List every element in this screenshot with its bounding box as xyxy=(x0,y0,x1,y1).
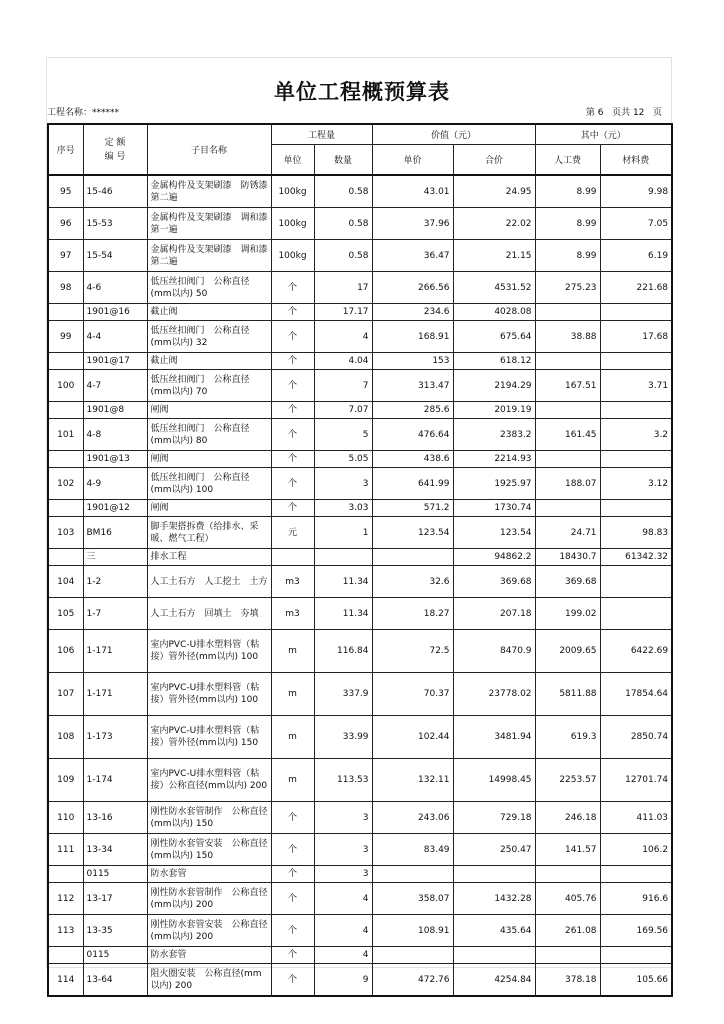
table-row xyxy=(48,759,672,802)
cell-total: 1432.28 xyxy=(453,883,535,915)
cell-qty: 113.53 xyxy=(314,759,372,802)
cell-code: 1-171 xyxy=(83,630,147,673)
cell-unit: 个 xyxy=(271,402,314,419)
cell-qty: 5 xyxy=(314,419,372,451)
cell-material xyxy=(600,500,672,517)
cell-qty: 7.07 xyxy=(314,402,372,419)
header-among-group: 其中（元） xyxy=(535,124,672,145)
cell-material: 17.68 xyxy=(600,321,672,353)
cell-seq xyxy=(48,500,83,517)
cell-unit-price: 153 xyxy=(372,353,453,370)
cell-unit-price: 476.64 xyxy=(372,419,453,451)
cell-seq: 105 xyxy=(48,598,83,630)
cell-item-name: 截止阀 xyxy=(147,353,271,370)
table-row xyxy=(48,549,672,566)
cell-unit-price: 438.6 xyxy=(372,451,453,468)
cell-total: 369.68 xyxy=(453,566,535,598)
cell-labor xyxy=(535,451,600,468)
header-material: 材料费 xyxy=(600,145,672,176)
cell-qty: 0.58 xyxy=(314,175,372,208)
header-seq: 序号 xyxy=(48,124,83,175)
cell-material xyxy=(600,866,672,883)
cell-seq: 99 xyxy=(48,321,83,353)
cell-material xyxy=(600,353,672,370)
cell-item-name: 阻火圈安装 公称直径(mm以内) 200 xyxy=(147,964,271,997)
table-row xyxy=(48,402,672,419)
cell-seq xyxy=(48,947,83,964)
cell-unit-price: 32.6 xyxy=(372,566,453,598)
cell-unit: 个 xyxy=(271,866,314,883)
header-total: 合价 xyxy=(453,145,535,176)
cell-qty: 116.84 xyxy=(314,630,372,673)
table-row xyxy=(48,883,672,915)
cell-total xyxy=(453,866,535,883)
cell-seq: 106 xyxy=(48,630,83,673)
cell-seq: 98 xyxy=(48,272,83,304)
cell-total: 2194.29 xyxy=(453,370,535,402)
table-row xyxy=(48,451,672,468)
table-row xyxy=(48,208,672,240)
cell-code: 0115 xyxy=(83,866,147,883)
cell-seq xyxy=(48,451,83,468)
cell-unit: 个 xyxy=(271,370,314,402)
cell-material: 9.98 xyxy=(600,175,672,208)
cell-qty: 4.04 xyxy=(314,353,372,370)
header-unit: 单位 xyxy=(271,145,314,176)
cell-unit: 个 xyxy=(271,304,314,321)
cell-unit-price: 641.99 xyxy=(372,468,453,500)
cell-code: 1-173 xyxy=(83,716,147,759)
cell-unit: 个 xyxy=(271,915,314,947)
cell-qty: 3 xyxy=(314,866,372,883)
cell-labor: 161.45 xyxy=(535,419,600,451)
cell-item-name: 低压丝扣阀门 公称直径(mm以内) 80 xyxy=(147,419,271,451)
cell-qty: 4 xyxy=(314,883,372,915)
table-row xyxy=(48,566,672,598)
cell-labor: 8.99 xyxy=(535,240,600,272)
cell-material: 61342.32 xyxy=(600,549,672,566)
cell-labor: 188.07 xyxy=(535,468,600,500)
cell-total: 1730.74 xyxy=(453,500,535,517)
cell-labor: 619.3 xyxy=(535,716,600,759)
cell-item-name: 闸阀 xyxy=(147,402,271,419)
cell-unit-price: 285.6 xyxy=(372,402,453,419)
table-row xyxy=(48,866,672,883)
cell-code: 三 xyxy=(83,549,147,566)
cell-total: 207.18 xyxy=(453,598,535,630)
cell-labor: 8.99 xyxy=(535,208,600,240)
cell-total: 23778.02 xyxy=(453,673,535,716)
cell-qty: 4 xyxy=(314,915,372,947)
cell-unit: 个 xyxy=(271,272,314,304)
cell-labor: 38.88 xyxy=(535,321,600,353)
cell-labor: 2253.57 xyxy=(535,759,600,802)
cell-total: 14998.45 xyxy=(453,759,535,802)
table-body xyxy=(48,175,672,996)
cell-qty: 33.99 xyxy=(314,716,372,759)
cell-material: 221.68 xyxy=(600,272,672,304)
cell-code: 13-64 xyxy=(83,964,147,997)
cell-qty xyxy=(314,549,372,566)
cell-labor: 2009.65 xyxy=(535,630,600,673)
cell-seq: 95 xyxy=(48,175,83,208)
cell-material xyxy=(600,566,672,598)
cell-total: 94862.2 xyxy=(453,549,535,566)
cell-material: 6.19 xyxy=(600,240,672,272)
cell-seq: 104 xyxy=(48,566,83,598)
cell-material: 169.56 xyxy=(600,915,672,947)
cell-material: 105.66 xyxy=(600,964,672,997)
cell-total: 2019.19 xyxy=(453,402,535,419)
cell-code: BM16 xyxy=(83,517,147,549)
cell-qty: 4 xyxy=(314,947,372,964)
cell-unit: 个 xyxy=(271,419,314,451)
cell-total: 3481.94 xyxy=(453,716,535,759)
cell-seq: 101 xyxy=(48,419,83,451)
cell-seq: 107 xyxy=(48,673,83,716)
cell-item-name: 截止阀 xyxy=(147,304,271,321)
page-indicator: 第 6 页共 12 页 xyxy=(585,108,662,118)
cell-seq: 112 xyxy=(48,883,83,915)
cell-unit-price xyxy=(372,947,453,964)
cell-labor xyxy=(535,304,600,321)
cell-material xyxy=(600,402,672,419)
cell-code: 1-7 xyxy=(83,598,147,630)
cell-code: 0115 xyxy=(83,947,147,964)
cell-qty: 0.58 xyxy=(314,208,372,240)
cell-seq: 96 xyxy=(48,208,83,240)
cell-unit: 个 xyxy=(271,947,314,964)
cell-material: 3.71 xyxy=(600,370,672,402)
cell-total: 250.47 xyxy=(453,834,535,866)
cell-unit-price: 313.47 xyxy=(372,370,453,402)
cell-unit-price: 18.27 xyxy=(372,598,453,630)
cell-labor xyxy=(535,866,600,883)
cell-material xyxy=(600,598,672,630)
cell-item-name: 防水套管 xyxy=(147,947,271,964)
cell-unit: 100kg xyxy=(271,208,314,240)
cell-qty: 3 xyxy=(314,468,372,500)
cell-material xyxy=(600,304,672,321)
cell-item-name: 脚手架搭拆费（给排水、采暖、燃气工程） xyxy=(147,517,271,549)
cell-total: 4028.08 xyxy=(453,304,535,321)
cell-item-name: 刚性防水套管安装 公称直径(mm以内) 150 xyxy=(147,834,271,866)
table-row xyxy=(48,598,672,630)
cell-unit-price: 266.56 xyxy=(372,272,453,304)
cell-qty: 0.58 xyxy=(314,240,372,272)
cell-qty: 17 xyxy=(314,272,372,304)
cell-material xyxy=(600,947,672,964)
cell-total: 4254.84 xyxy=(453,964,535,997)
cell-seq: 108 xyxy=(48,716,83,759)
cell-labor: 261.08 xyxy=(535,915,600,947)
cell-item-name: 室内PVC-U排水塑料管（粘接）管外径(mm以内) 100 xyxy=(147,630,271,673)
cell-code: 1901@8 xyxy=(83,402,147,419)
cell-labor: 199.02 xyxy=(535,598,600,630)
cell-unit: 个 xyxy=(271,883,314,915)
cell-qty: 1 xyxy=(314,517,372,549)
cell-unit: m xyxy=(271,759,314,802)
cell-item-name: 闸阀 xyxy=(147,500,271,517)
header-code: 定 额 编 号 xyxy=(83,124,147,175)
cell-seq xyxy=(48,304,83,321)
cell-item-name: 室内PVC-U排水塑料管（粘接）管外径(mm以内) 100 xyxy=(147,673,271,716)
project-name-label: 工程名称：****** xyxy=(47,108,120,118)
cell-item-name: 金属构件及支架刷漆 调和漆 第一遍 xyxy=(147,208,271,240)
cell-item-name: 刚性防水套管制作 公称直径(mm以内) 200 xyxy=(147,883,271,915)
cell-seq: 103 xyxy=(48,517,83,549)
cell-unit-price: 37.96 xyxy=(372,208,453,240)
cell-unit-price: 234.6 xyxy=(372,304,453,321)
table-row xyxy=(48,630,672,673)
cell-unit-price: 358.07 xyxy=(372,883,453,915)
cell-total: 22.02 xyxy=(453,208,535,240)
cell-seq: 97 xyxy=(48,240,83,272)
cell-code: 1901@16 xyxy=(83,304,147,321)
table-row xyxy=(48,419,672,451)
cell-seq: 100 xyxy=(48,370,83,402)
cell-unit-price: 472.76 xyxy=(372,964,453,997)
cell-unit-price: 571.2 xyxy=(372,500,453,517)
cell-qty: 17.17 xyxy=(314,304,372,321)
cell-seq: 109 xyxy=(48,759,83,802)
cell-unit-price: 70.37 xyxy=(372,673,453,716)
cell-unit-price: 108.91 xyxy=(372,915,453,947)
cell-total: 4531.52 xyxy=(453,272,535,304)
cell-total: 21.15 xyxy=(453,240,535,272)
cell-unit: 元 xyxy=(271,517,314,549)
cell-labor xyxy=(535,947,600,964)
table-row xyxy=(48,321,672,353)
table-row xyxy=(48,716,672,759)
cell-unit: 个 xyxy=(271,964,314,997)
table-row xyxy=(48,468,672,500)
cell-code: 1901@17 xyxy=(83,353,147,370)
cell-item-name: 低压丝扣阀门 公称直径(mm以内) 50 xyxy=(147,272,271,304)
cell-unit: 个 xyxy=(271,500,314,517)
cell-material: 98.83 xyxy=(600,517,672,549)
cell-unit: m xyxy=(271,630,314,673)
table-row xyxy=(48,272,672,304)
cell-item-name: 闸阀 xyxy=(147,451,271,468)
cell-seq: 114 xyxy=(48,964,83,997)
cell-item-name: 室内PVC-U排水塑料管（粘接）管外径(mm以内) 150 xyxy=(147,716,271,759)
cell-code: 4-9 xyxy=(83,468,147,500)
cell-code: 1901@13 xyxy=(83,451,147,468)
table-row xyxy=(48,353,672,370)
table-row xyxy=(48,947,672,964)
cell-code: 13-35 xyxy=(83,915,147,947)
table-row xyxy=(48,964,672,997)
cell-material xyxy=(600,451,672,468)
header-labor: 人工费 xyxy=(535,145,600,176)
cell-unit: 个 xyxy=(271,353,314,370)
cell-labor xyxy=(535,353,600,370)
cell-labor: 246.18 xyxy=(535,802,600,834)
cell-unit: m xyxy=(271,716,314,759)
cell-total: 435.64 xyxy=(453,915,535,947)
cell-item-name: 低压丝扣阀门 公称直径(mm以内) 70 xyxy=(147,370,271,402)
cell-code: 4-8 xyxy=(83,419,147,451)
cell-unit: m xyxy=(271,673,314,716)
cell-unit-price: 83.49 xyxy=(372,834,453,866)
cell-labor xyxy=(535,500,600,517)
cell-code: 4-7 xyxy=(83,370,147,402)
cell-qty: 3.03 xyxy=(314,500,372,517)
cell-labor: 378.18 xyxy=(535,964,600,997)
cell-unit: 个 xyxy=(271,451,314,468)
cell-material: 411.03 xyxy=(600,802,672,834)
cell-item-name: 金属构件及支架刷漆 防锈漆 第二遍 xyxy=(147,175,271,208)
cell-labor: 18430.7 xyxy=(535,549,600,566)
cell-unit-price: 43.01 xyxy=(372,175,453,208)
cell-unit-price: 243.06 xyxy=(372,802,453,834)
cell-total: 123.54 xyxy=(453,517,535,549)
cell-labor: 141.57 xyxy=(535,834,600,866)
cell-unit: 100kg xyxy=(271,175,314,208)
cell-unit-price: 123.54 xyxy=(372,517,453,549)
cell-seq xyxy=(48,353,83,370)
cell-code: 4-6 xyxy=(83,272,147,304)
header-item-name: 子目名称 xyxy=(147,124,271,175)
cell-total: 24.95 xyxy=(453,175,535,208)
cell-code: 4-4 xyxy=(83,321,147,353)
cell-code: 13-34 xyxy=(83,834,147,866)
cell-total: 675.64 xyxy=(453,321,535,353)
cell-seq: 110 xyxy=(48,802,83,834)
cell-material: 17854.64 xyxy=(600,673,672,716)
table-row xyxy=(48,673,672,716)
cell-material: 3.12 xyxy=(600,468,672,500)
cell-material: 2850.74 xyxy=(600,716,672,759)
cell-unit-price xyxy=(372,866,453,883)
cell-total xyxy=(453,947,535,964)
cell-total: 729.18 xyxy=(453,802,535,834)
cell-total: 1925.97 xyxy=(453,468,535,500)
cell-qty: 11.34 xyxy=(314,566,372,598)
budget-table xyxy=(47,123,673,997)
cell-seq: 113 xyxy=(48,915,83,947)
cell-item-name: 人工土石方 人工挖土 土方 xyxy=(147,566,271,598)
cell-material: 12701.74 xyxy=(600,759,672,802)
document-title: 单位工程概预算表 xyxy=(274,80,450,104)
cell-seq xyxy=(48,549,83,566)
cell-code: 1-2 xyxy=(83,566,147,598)
cell-seq: 111 xyxy=(48,834,83,866)
header-quantity-group: 工程量 xyxy=(271,124,372,145)
cell-code: 13-16 xyxy=(83,802,147,834)
cell-item-name: 刚性防水套管安装 公称直径(mm以内) 200 xyxy=(147,915,271,947)
cell-total: 8470.9 xyxy=(453,630,535,673)
cell-unit: 个 xyxy=(271,802,314,834)
cell-qty: 9 xyxy=(314,964,372,997)
cell-total: 618.12 xyxy=(453,353,535,370)
cell-qty: 7 xyxy=(314,370,372,402)
cell-qty: 337.9 xyxy=(314,673,372,716)
table-row xyxy=(48,370,672,402)
cell-material: 106.2 xyxy=(600,834,672,866)
cell-code: 1-171 xyxy=(83,673,147,716)
cell-unit: 个 xyxy=(271,321,314,353)
cell-code: 15-46 xyxy=(83,175,147,208)
table-row xyxy=(48,175,672,208)
table-row xyxy=(48,500,672,517)
cell-item-name: 低压丝扣阀门 公称直径(mm以内) 32 xyxy=(147,321,271,353)
header-value-group: 价值（元） xyxy=(372,124,535,145)
cell-material: 6422.69 xyxy=(600,630,672,673)
cell-qty: 3 xyxy=(314,802,372,834)
cell-seq: 102 xyxy=(48,468,83,500)
cell-labor: 405.76 xyxy=(535,883,600,915)
cell-seq xyxy=(48,866,83,883)
cell-code: 1-174 xyxy=(83,759,147,802)
cell-unit: 个 xyxy=(271,468,314,500)
table-row xyxy=(48,834,672,866)
table-row xyxy=(48,240,672,272)
cell-qty: 3 xyxy=(314,834,372,866)
table-row xyxy=(48,517,672,549)
cell-item-name: 金属构件及支架刷漆 调和漆 第二遍 xyxy=(147,240,271,272)
cell-unit: m3 xyxy=(271,598,314,630)
table-row xyxy=(48,304,672,321)
cell-unit: 100kg xyxy=(271,240,314,272)
cell-labor: 8.99 xyxy=(535,175,600,208)
cell-code: 15-53 xyxy=(83,208,147,240)
cell-unit-price: 36.47 xyxy=(372,240,453,272)
cell-item-name: 低压丝扣阀门 公称直径(mm以内) 100 xyxy=(147,468,271,500)
cell-qty: 5.05 xyxy=(314,451,372,468)
cell-item-name: 排水工程 xyxy=(147,549,271,566)
cell-unit-price: 168.91 xyxy=(372,321,453,353)
cell-unit: m3 xyxy=(271,566,314,598)
cell-material: 3.2 xyxy=(600,419,672,451)
cell-unit-price xyxy=(372,549,453,566)
table-header xyxy=(48,124,672,175)
cell-seq xyxy=(48,402,83,419)
cell-unit-price: 102.44 xyxy=(372,716,453,759)
cell-labor: 5811.88 xyxy=(535,673,600,716)
cell-unit xyxy=(271,549,314,566)
cell-total: 2383.2 xyxy=(453,419,535,451)
table-row xyxy=(48,915,672,947)
cell-labor: 167.51 xyxy=(535,370,600,402)
cell-code: 15-54 xyxy=(83,240,147,272)
header-unit-price: 单价 xyxy=(372,145,453,176)
cell-item-name: 防水套管 xyxy=(147,866,271,883)
cell-item-name: 刚性防水套管制作 公称直径(mm以内) 150 xyxy=(147,802,271,834)
cell-labor xyxy=(535,402,600,419)
table-row xyxy=(48,802,672,834)
cell-labor: 24.71 xyxy=(535,517,600,549)
cell-material: 916.6 xyxy=(600,883,672,915)
cell-labor: 275.23 xyxy=(535,272,600,304)
cell-unit-price: 72.5 xyxy=(372,630,453,673)
cell-material: 7.05 xyxy=(600,208,672,240)
cell-item-name: 室内PVC-U排水塑料管（粘接）公称直径(mm以内) 200 xyxy=(147,759,271,802)
header-qty: 数量 xyxy=(314,145,372,176)
cell-unit: 个 xyxy=(271,834,314,866)
cell-item-name: 人工土石方 回填土 夯填 xyxy=(147,598,271,630)
cell-unit-price: 132.11 xyxy=(372,759,453,802)
cell-code: 13-17 xyxy=(83,883,147,915)
cell-qty: 11.34 xyxy=(314,598,372,630)
cell-labor: 369.68 xyxy=(535,566,600,598)
cell-qty: 4 xyxy=(314,321,372,353)
cell-total: 2214.93 xyxy=(453,451,535,468)
cell-code: 1901@12 xyxy=(83,500,147,517)
